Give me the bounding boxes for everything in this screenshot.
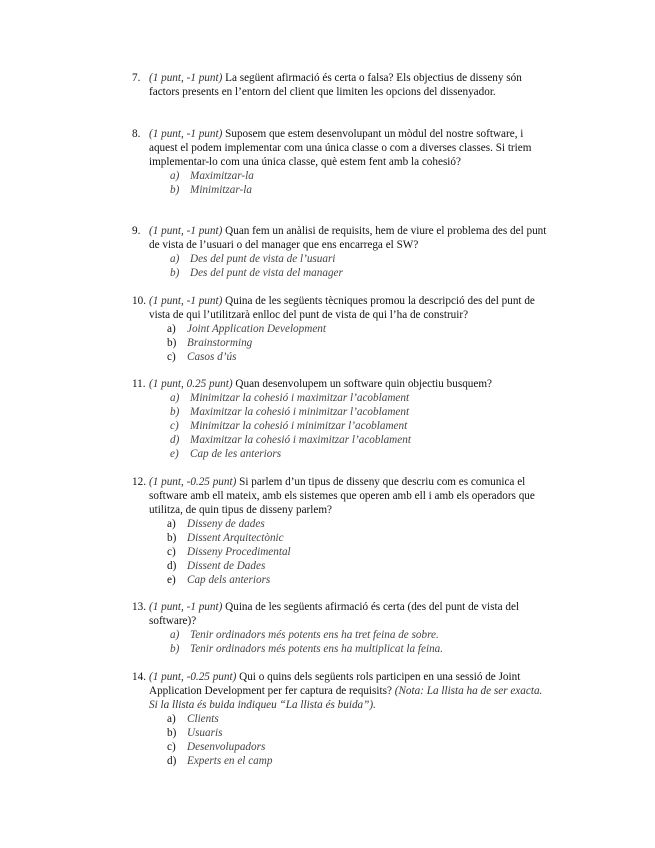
option-text: Casos d’ús bbox=[187, 351, 237, 363]
question-13 bbox=[132, 600, 552, 656]
question-number: 13. bbox=[132, 601, 146, 613]
question-prompt: Quina de les següents afirmació és certa (des del punt de vista del software)? bbox=[149, 601, 520, 627]
question-prompt: La següent afirmació és certa o falsa? Els objectius de disseny són factors presents en l’entorn del client que limiten les opcions del dissenyador. bbox=[149, 72, 522, 98]
option-a[interactable] bbox=[170, 391, 552, 405]
option-a[interactable] bbox=[167, 712, 552, 726]
question-number: 9. bbox=[132, 225, 141, 237]
option-label: c) bbox=[167, 351, 176, 363]
option-e[interactable] bbox=[170, 447, 552, 461]
question-points: (1 punt, -1 punt) bbox=[149, 601, 223, 613]
question-prompt: Quina de les següents tècniques promou la descripció des del punt de vista de qui l’utilitzarà enlloc del punt de vista de qui l’ha de construir? bbox=[149, 295, 535, 321]
option-label: b) bbox=[170, 267, 180, 279]
question-number: 14. bbox=[132, 671, 146, 683]
question-number: 7. bbox=[132, 72, 141, 84]
question-text bbox=[149, 600, 552, 628]
option-text: Dissent Arquitectònic bbox=[187, 532, 284, 544]
question-text bbox=[149, 71, 552, 99]
question-points: (1 punt, -1 punt) bbox=[149, 72, 223, 84]
option-label: c) bbox=[170, 420, 179, 432]
question-points: (1 punt, -0.25 punt) bbox=[149, 476, 237, 488]
options-list bbox=[167, 712, 552, 768]
option-text: Disseny de dades bbox=[187, 518, 265, 530]
option-text: Dissent de Dades bbox=[187, 560, 266, 572]
option-b[interactable] bbox=[170, 266, 552, 280]
option-text: Maximitzar la cohesió i minimitzar l’acoblament bbox=[190, 406, 410, 418]
option-label: a) bbox=[170, 629, 180, 641]
option-text: Desenvolupadors bbox=[187, 741, 266, 753]
question-8 bbox=[132, 127, 552, 197]
option-label: a) bbox=[167, 518, 176, 530]
option-label: b) bbox=[170, 643, 180, 655]
options-list bbox=[170, 391, 552, 461]
question-14 bbox=[132, 670, 552, 768]
question-10 bbox=[132, 294, 552, 364]
question-points: (1 punt, -1 punt) bbox=[149, 128, 223, 140]
option-label: b) bbox=[170, 184, 180, 196]
option-label: d) bbox=[167, 560, 177, 572]
option-text: Disseny Procedimental bbox=[187, 546, 291, 558]
option-text: Usuaris bbox=[187, 727, 223, 739]
option-a[interactable] bbox=[170, 628, 552, 642]
option-b[interactable] bbox=[170, 405, 552, 419]
question-text bbox=[149, 475, 552, 517]
question-points: (1 punt, -1 punt) bbox=[149, 295, 223, 307]
question-points: (1 punt, -1 punt) bbox=[149, 225, 223, 237]
option-label: d) bbox=[170, 434, 180, 446]
option-b[interactable] bbox=[167, 336, 552, 350]
option-label: b) bbox=[167, 337, 177, 349]
option-b[interactable] bbox=[167, 531, 552, 545]
question-points: (1 punt, -0.25 punt) bbox=[149, 671, 237, 683]
option-label: a) bbox=[170, 253, 180, 265]
question-prompt: Suposem que estem desenvolupant un mòdul del nostre software, i aquest el podem implementar com una única classe o com a diverses classes. Si triem implementar-lo com una única classe, què estem fent amb la cohesió? bbox=[149, 128, 532, 168]
option-label: c) bbox=[167, 741, 176, 753]
option-label: a) bbox=[167, 713, 176, 725]
option-label: b) bbox=[167, 727, 177, 739]
question-9 bbox=[132, 224, 552, 280]
option-text: Clients bbox=[187, 713, 219, 725]
option-label: a) bbox=[167, 323, 176, 335]
option-c[interactable] bbox=[167, 545, 552, 559]
question-text bbox=[149, 127, 552, 169]
option-d[interactable] bbox=[170, 433, 552, 447]
option-text: Minimitzar la cohesió i maximitzar l’acoblament bbox=[190, 392, 410, 404]
option-a[interactable] bbox=[167, 517, 552, 531]
option-text: Tenir ordinadors més potents ens ha tret feina de sobre. bbox=[190, 629, 439, 641]
option-b[interactable] bbox=[170, 642, 552, 656]
question-text bbox=[149, 670, 552, 712]
question-prompt: Quan desenvolupem un software quin objectiu busquem? bbox=[235, 378, 493, 390]
option-text: Tenir ordinadors més potents ens ha multiplicat la feina. bbox=[190, 643, 444, 655]
option-text: Des del punt de vista del manager bbox=[190, 267, 343, 279]
option-text: Brainstorming bbox=[187, 337, 253, 349]
option-label: e) bbox=[170, 448, 179, 460]
option-text: Cap de les anteriors bbox=[190, 448, 282, 460]
option-d[interactable] bbox=[167, 559, 552, 573]
question-number: 11. bbox=[132, 378, 146, 390]
question-prompt: Si parlem d’un tipus de disseny que descriu com es comunica el software amb ell mateix, amb els sistemes que operen amb ell i amb els operadors que utilitza, de quin tipus de disseny parlem? bbox=[149, 476, 535, 516]
option-c[interactable] bbox=[167, 350, 552, 364]
question-text bbox=[149, 377, 552, 391]
option-label: b) bbox=[167, 532, 177, 544]
question-note: (Nota: La llista ha de ser exacta. Si la llista és buida indiqueu “La llista és buida”). bbox=[149, 685, 543, 711]
option-b[interactable] bbox=[167, 726, 552, 740]
question-7 bbox=[132, 71, 552, 99]
question-prompt: Quan fem un anàlisi de requisits, hem de viure el problema des del punt de vista de l’usuari o del manager que ens encarrega el SW? bbox=[149, 225, 547, 251]
options-list bbox=[167, 517, 552, 587]
option-text: Minimitzar la cohesió i minimitzar l’acoblament bbox=[190, 420, 408, 432]
option-e[interactable] bbox=[167, 573, 552, 587]
options-list bbox=[170, 628, 552, 656]
question-text bbox=[149, 224, 552, 252]
option-label: a) bbox=[170, 170, 180, 182]
question-text bbox=[149, 294, 552, 322]
question-12 bbox=[132, 475, 552, 587]
option-c[interactable] bbox=[170, 419, 552, 433]
question-number: 8. bbox=[132, 128, 141, 140]
option-label: b) bbox=[170, 406, 180, 418]
question-number: 12. bbox=[132, 476, 146, 488]
option-text: Experts en el camp bbox=[187, 755, 273, 767]
question-11 bbox=[132, 377, 552, 461]
option-text: Des del punt de vista de l’usuari bbox=[190, 253, 336, 265]
question-prompt: Qui o quins dels següents rols participen en una sessió de Joint Application Development per fer captura de requisits? bbox=[149, 671, 521, 697]
question-number: 10. bbox=[132, 295, 146, 307]
option-label: c) bbox=[167, 546, 176, 558]
option-text: Maximitzar-la bbox=[190, 170, 254, 182]
option-label: a) bbox=[170, 392, 180, 404]
option-text: Joint Application Development bbox=[187, 323, 326, 335]
option-b[interactable] bbox=[170, 183, 552, 197]
option-c[interactable] bbox=[167, 740, 552, 754]
option-label: e) bbox=[167, 574, 176, 586]
option-a[interactable] bbox=[170, 252, 552, 266]
option-text: Minimitzar-la bbox=[190, 184, 252, 196]
option-a[interactable] bbox=[170, 169, 552, 183]
option-text: Maximitzar la cohesió i maximitzar l’acoblament bbox=[190, 434, 411, 446]
option-label: d) bbox=[167, 755, 177, 767]
option-a[interactable] bbox=[167, 322, 552, 336]
option-d[interactable] bbox=[167, 754, 552, 768]
options-list bbox=[167, 322, 552, 364]
option-text: Cap dels anteriors bbox=[187, 574, 271, 586]
options-list bbox=[170, 252, 552, 280]
question-points: (1 punt, 0.25 punt) bbox=[149, 378, 233, 390]
options-list bbox=[170, 169, 552, 197]
